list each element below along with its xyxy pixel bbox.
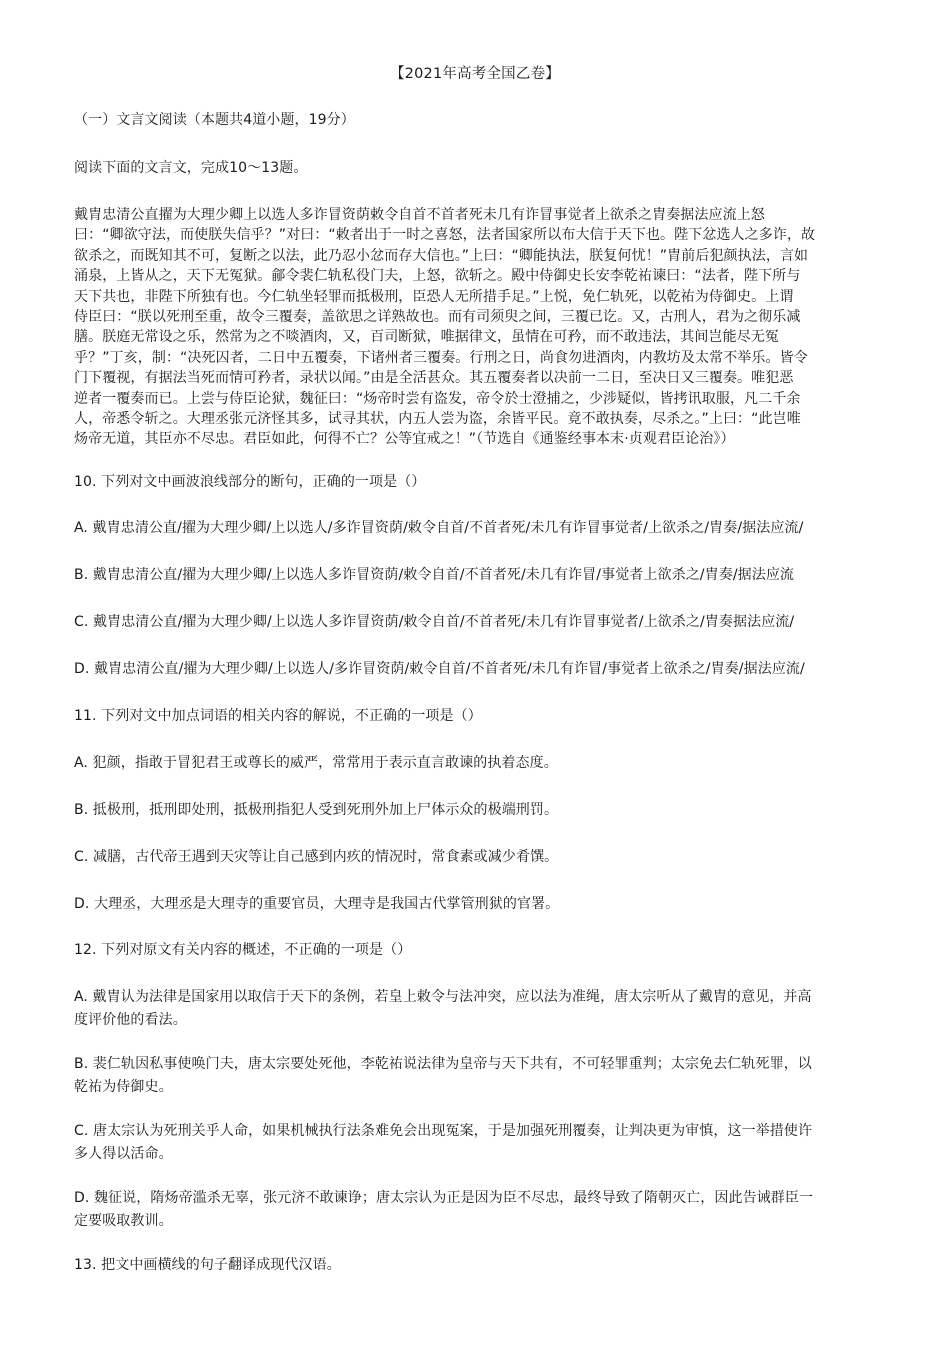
passage-line: 膳。朕庭无常设之乐，然常为之不啖酒肉，又，百司断狱，唯据律文，虽情在可矜，而不敢违法，其间岂能尽无冤 xyxy=(74,329,779,346)
option-line: 多人得以活命。 xyxy=(74,1146,173,1162)
passage-line: 戴胄忠清公直擢为大理少卿上以选人多诈冒资荫敕令自首不首者死未几有诈冒事觉者上欲杀之胄奏据法应流上怒 xyxy=(74,207,765,223)
question-12-stem: 12. 下列对原文有关内容的概述，不正确的一项是（） xyxy=(74,942,412,958)
passage-line: 人，帝悉令斩之。大理丞张元济怪其多，试寻其状，内五人尝为盗，余皆平民。竟不敢执奏，尽杀之。”上曰：“此岂唯 xyxy=(74,411,801,428)
passage-line: 乎？”丁亥，制：“决死囚者，二日中五覆奏，下诸州者三覆奏。行刑之日，尚食勿进酒肉，内教坊及太常不举乐。皆令 xyxy=(74,349,808,366)
question-13-stem: 13. 把文中画横线的句子翻译成现代汉语。 xyxy=(74,1257,341,1273)
question-11-option-d: D. 大理丞，大理丞是大理寺的重要官员，大理寺是我国古代掌管刑狱的官署。 xyxy=(74,896,560,912)
question-10-stem: 10. 下列对文中画波浪线部分的断句，正确的一项是（） xyxy=(74,474,426,490)
question-11-option-a: A. 犯颜，指敢于冒犯君王或尊长的威严，常常用于表示直言敢谏的执着态度。 xyxy=(74,755,558,771)
question-11-stem: 11. 下列对文中加点词语的相关内容的解说，不正确的一项是（） xyxy=(74,708,482,724)
section-heading: （一）文言文阅读（本题共4道小题，19分） xyxy=(74,112,355,128)
page-title: 【2021年高考全国乙卷】 xyxy=(389,66,560,82)
option-line: D. 魏征说，隋炀帝滥杀无辜，张元济不敢谏诤；唐太宗认为正是因为臣不尽忠，最终导致了隋朝灭亡，因此告诫群臣一 xyxy=(74,1190,814,1206)
question-12-option-a xyxy=(74,986,886,1032)
question-12-option-c xyxy=(74,1120,886,1166)
option-line: A. 戴胄认为法律是国家用以取信于天下的条例，若皇上敕令与法冲突，应以法为准绳，唐太宗听从了戴胄的意见，并高 xyxy=(74,989,812,1005)
question-11-option-b: B. 抵极刑，抵刑即处刑，抵极刑指犯人受到死刑外加上尸体示众的极端刑罚。 xyxy=(74,802,559,818)
question-10-option-c: C. 戴胄忠清公直/擢为大理少卿/上以选人多诈冒资荫/敕令自首/不首者死/未几有诈冒事觉者/上欲杀之/胄奏据法应流/ xyxy=(74,614,795,630)
option-line: 乾祐为侍御史。 xyxy=(74,1079,173,1095)
question-12-option-b xyxy=(74,1053,886,1099)
passage-line: 逆者一覆奏而已。上尝与侍臣论狱，魏征曰：“炀帝时尝有盗发，帝令於士澄捕之，少涉疑似，皆拷讯取服，凡二千余 xyxy=(74,390,801,407)
passage-line: 炀帝无道，其臣亦不尽忠。君臣如此，何得不亡？公等宜戒之！”（节选自《通鉴经事本末·贞观君臣论治》） xyxy=(74,431,735,448)
question-10-option-a: A. 戴胄忠清公直/擢为大理少卿/上以选人/多诈冒资荫/敕令自首/不首者死/未几有诈冒事觉者/上欲杀之/胄奏/据法应流/ xyxy=(74,520,804,536)
question-12-option-d xyxy=(74,1187,886,1233)
passage-line: 曰：“卿欲守法，而使朕失信乎？”对曰：“敕者出于一时之喜怒，法者国家所以布大信于天下也。陛下忿选人之多诈，故 xyxy=(74,227,816,244)
option-line: C. 唐太宗认为死刑关乎人命，如果机械执行法条难免会出现冤案，于是加强死刑覆奏，让判决更为审慎，这一举措使许 xyxy=(74,1123,813,1139)
passage-line: 涌泉，上皆从之，天下无冤狱。鄃令裴仁轨私役门夫，上怒，欲斩之。殿中侍御史长安李乾祐谏曰：“法者，陛下所与 xyxy=(74,268,801,285)
instruction-text: 阅读下面的文言文，完成10～13题。 xyxy=(74,160,308,176)
passage-line: 欲杀之，而既知其不可，复断之以法，此乃忍小忿而存大信也。”上曰：“卿能执法，朕复何忧！”胄前后犯颜执法，言如 xyxy=(74,247,809,264)
classical-passage xyxy=(74,205,886,450)
passage-line: 天下共也，非陛下所独有也。今仁轨坐轻罪而抵极刑，臣恐人无所措手足。”上悦，免仁轨死，以乾祐为侍御史。上谓 xyxy=(74,288,794,305)
question-10-option-b: B. 戴胄忠清公直/擢为大理少卿/上以选人多诈冒资荫/敕令自首/不首者死/未几有诈冒/事觉者上欲杀之/胄奏/据法应流 xyxy=(74,567,795,583)
passage-line: 侍臣曰：“朕以死刑至重，故令三覆奏，盖欲思之详熟故也。而有司须臾之间，三覆已讫。又，古刑人，君为之彻乐减 xyxy=(74,309,801,326)
question-11-option-c: C. 减膳，古代帝王遇到天灾等让自己感到内疚的情况时，常食素或减少肴馔。 xyxy=(74,849,559,865)
question-10-option-d: D. 戴胄忠清公直/擢为大理少卿/上以选人/多诈冒资荫/敕令自首/不首者死/未几有诈冒/事觉者上欲杀之/胄奏/据法应流/ xyxy=(74,661,805,677)
option-line: B. 裴仁轨因私事使唤门夫，唐太宗要处死他，李乾祐说法律为皇帝与天下共有，不可轻罪重判；太宗免去仁轨死罪，以 xyxy=(74,1056,812,1072)
passage-line: 门下覆视，有据法当死而情可矜者，录状以闻。”由是全活甚众。其五覆奏者以决前一二日，至决日又三覆奏。唯犯恶 xyxy=(74,370,794,387)
option-line: 度评价他的看法。 xyxy=(74,1012,187,1028)
option-line: 定要吸取教训。 xyxy=(74,1213,173,1229)
